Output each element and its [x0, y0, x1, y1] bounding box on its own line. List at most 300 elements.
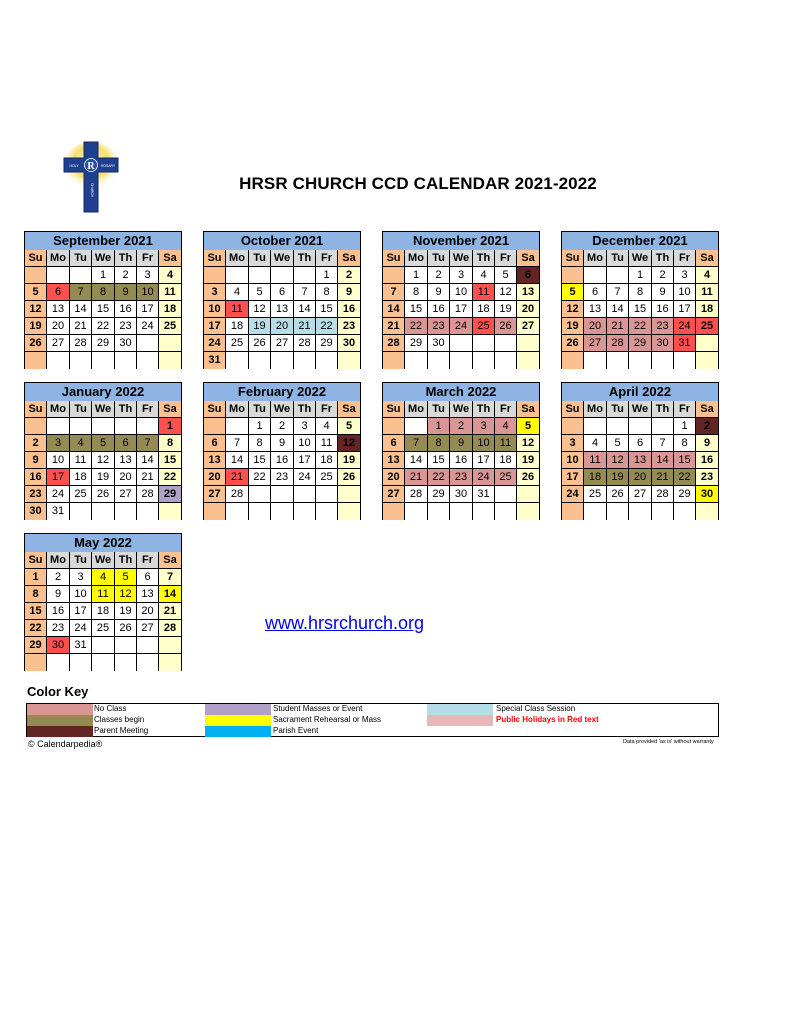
month-title: January 2022	[25, 383, 181, 402]
color-key-label: Sacrament Rehearsal or Mass	[273, 715, 382, 724]
day-cell-no-class: 20	[584, 318, 607, 335]
day-header: Tu	[70, 250, 92, 267]
day-cell-sacrament: 5	[517, 418, 539, 435]
day-header: Mo	[47, 401, 70, 418]
day-cell: 20	[383, 469, 405, 486]
day-cell: 19	[115, 603, 137, 620]
day-cell: 14	[226, 452, 249, 469]
day-header: Th	[115, 401, 137, 418]
day-cell: 18	[316, 452, 338, 469]
day-cell-holiday: 17	[47, 469, 70, 486]
day-cell: 16	[115, 301, 137, 318]
empty-cell	[159, 335, 181, 352]
empty-cell	[473, 503, 495, 520]
empty-cell	[652, 418, 674, 435]
day-cell: 23	[271, 469, 294, 486]
day-cell: 29	[316, 335, 338, 352]
day-cell: 8	[405, 284, 428, 301]
empty-cell	[607, 503, 629, 520]
day-cell: 8	[159, 435, 181, 452]
day-header: Tu	[428, 250, 450, 267]
empty-cell	[137, 503, 159, 520]
color-key-title: Color Key	[27, 684, 89, 699]
day-cell: 30	[115, 335, 137, 352]
day-cell-no-class: 25	[495, 469, 517, 486]
day-cell: 27	[204, 486, 226, 503]
empty-cell	[450, 503, 473, 520]
empty-cell	[629, 418, 652, 435]
day-header: Mo	[47, 250, 70, 267]
empty-cell	[25, 352, 47, 369]
day-cell: 4	[159, 267, 181, 284]
empty-cell	[70, 267, 92, 284]
day-header: Su	[204, 401, 226, 418]
day-header: Sa	[159, 401, 181, 418]
day-cell: 20	[137, 603, 159, 620]
day-cell: 12	[92, 452, 115, 469]
empty-cell	[473, 335, 495, 352]
day-cell-no-class: 14	[652, 452, 674, 469]
day-cell: 26	[607, 486, 629, 503]
day-cell: 13	[271, 301, 294, 318]
day-cell: 26	[338, 469, 360, 486]
logo-center-letter: R	[87, 161, 95, 172]
day-cell: 13	[137, 586, 159, 603]
day-cell: 7	[226, 435, 249, 452]
empty-cell	[47, 654, 70, 671]
empty-cell	[92, 418, 115, 435]
day-header: Su	[562, 401, 584, 418]
day-header: Th	[115, 250, 137, 267]
day-cell: 22	[92, 318, 115, 335]
day-cell: 24	[137, 318, 159, 335]
day-cell-classes-begin: 8	[92, 284, 115, 301]
empty-cell	[338, 486, 360, 503]
day-cell-no-class: 30	[652, 335, 674, 352]
day-cell: 31	[70, 637, 92, 654]
day-header: Tu	[70, 552, 92, 569]
day-cell-no-class: 22	[629, 318, 652, 335]
empty-cell	[316, 486, 338, 503]
empty-cell	[316, 503, 338, 520]
day-cell: 23	[696, 469, 718, 486]
month-calendar	[561, 382, 719, 520]
day-cell: 25	[584, 486, 607, 503]
day-cell-no-class: 23	[428, 318, 450, 335]
empty-cell	[383, 267, 405, 284]
day-cell: 16	[271, 452, 294, 469]
empty-cell	[495, 486, 517, 503]
day-cell: 30	[338, 335, 360, 352]
day-cell-no-class: 29	[629, 335, 652, 352]
day-header: We	[450, 250, 473, 267]
day-cell: 8	[674, 435, 696, 452]
day-header: Th	[294, 250, 316, 267]
day-cell-classes-begin: 18	[584, 469, 607, 486]
day-cell-sacrament: 11	[92, 586, 115, 603]
empty-cell	[271, 352, 294, 369]
day-cell: 26	[92, 486, 115, 503]
month-title: March 2022	[383, 383, 539, 402]
day-cell: 29	[25, 637, 47, 654]
day-cell: 16	[450, 452, 473, 469]
day-header: Mo	[405, 250, 428, 267]
day-cell-classes-begin: 7	[137, 435, 159, 452]
day-header: Mo	[226, 401, 249, 418]
day-cell-no-class: 12	[607, 452, 629, 469]
day-cell: 13	[383, 452, 405, 469]
day-header: We	[271, 250, 294, 267]
day-header: Sa	[696, 401, 718, 418]
empty-cell	[115, 654, 137, 671]
day-cell-no-class: 2	[450, 418, 473, 435]
day-cell-no-class: 28	[607, 335, 629, 352]
empty-cell	[338, 352, 360, 369]
day-cell: 19	[338, 452, 360, 469]
day-cell: 29	[674, 486, 696, 503]
day-cell: 14	[405, 452, 428, 469]
day-header: Sa	[696, 250, 718, 267]
day-header: Mo	[226, 250, 249, 267]
day-cell-no-class: 21	[405, 469, 428, 486]
day-header: Fr	[495, 250, 517, 267]
empty-cell	[316, 352, 338, 369]
empty-cell	[696, 335, 718, 352]
day-cell: 8	[316, 284, 338, 301]
color-swatch	[27, 726, 93, 737]
day-cell: 3	[674, 267, 696, 284]
day-cell: 26	[249, 335, 271, 352]
day-header: Su	[25, 401, 47, 418]
day-cell: 28	[652, 486, 674, 503]
cross-logo-icon	[62, 140, 120, 214]
empty-cell	[204, 503, 226, 520]
day-cell: 24	[294, 469, 316, 486]
color-swatch	[27, 704, 93, 715]
color-key-label: Classes begin	[94, 715, 145, 724]
day-cell-classes-begin: 10	[473, 435, 495, 452]
day-cell-holiday: 1	[159, 418, 181, 435]
day-cell-special-class: 19	[249, 318, 271, 335]
day-header: Fr	[316, 401, 338, 418]
day-cell: 5	[25, 284, 47, 301]
day-header: Fr	[316, 250, 338, 267]
day-cell: 6	[137, 569, 159, 586]
day-cell-classes-begin: 9	[115, 284, 137, 301]
empty-cell	[249, 267, 271, 284]
day-cell-classes-begin: 22	[674, 469, 696, 486]
day-cell: 25	[92, 620, 115, 637]
day-header: Sa	[338, 250, 360, 267]
day-cell: 10	[204, 301, 226, 318]
empty-cell	[159, 352, 181, 369]
day-cell: 27	[271, 335, 294, 352]
day-header: Fr	[137, 401, 159, 418]
day-cell-holiday: 30	[47, 637, 70, 654]
day-header: Tu	[428, 401, 450, 418]
day-cell: 15	[92, 301, 115, 318]
month-calendar	[561, 231, 719, 369]
day-cell: 21	[137, 469, 159, 486]
day-cell: 12	[495, 284, 517, 301]
day-cell: 18	[70, 469, 92, 486]
day-cell: 10	[294, 435, 316, 452]
empty-cell	[562, 418, 584, 435]
color-key-label: Student Masses or Event	[273, 704, 363, 713]
day-cell-classes-begin: 5	[92, 435, 115, 452]
day-cell: 14	[294, 301, 316, 318]
day-cell: 12	[249, 301, 271, 318]
day-cell: 12	[25, 301, 47, 318]
day-cell: 25	[159, 318, 181, 335]
day-cell: 9	[696, 435, 718, 452]
day-header: Tu	[607, 401, 629, 418]
day-cell: 8	[249, 435, 271, 452]
day-cell: 20	[204, 469, 226, 486]
month-calendar	[24, 533, 182, 671]
day-cell: 13	[204, 452, 226, 469]
day-cell: 18	[495, 452, 517, 469]
color-key-label: Public Holidays in Red text	[496, 715, 599, 724]
day-cell: 7	[294, 284, 316, 301]
empty-cell	[159, 654, 181, 671]
day-cell-special-class: 20	[271, 318, 294, 335]
day-cell: 1	[629, 267, 652, 284]
day-cell: 5	[495, 267, 517, 284]
day-cell: 11	[696, 284, 718, 301]
empty-cell	[294, 503, 316, 520]
day-cell: 4	[226, 284, 249, 301]
empty-cell	[115, 418, 137, 435]
day-cell: 13	[517, 284, 539, 301]
empty-cell	[92, 352, 115, 369]
day-cell: 6	[629, 435, 652, 452]
day-cell: 3	[562, 435, 584, 452]
empty-cell	[495, 352, 517, 369]
empty-cell	[47, 352, 70, 369]
website-link[interactable]: www.hrsrchurch.org	[265, 613, 425, 633]
day-cell: 31	[204, 352, 226, 369]
empty-cell	[226, 418, 249, 435]
day-cell: 24	[204, 335, 226, 352]
day-cell: 8	[25, 586, 47, 603]
day-cell-no-class: 26	[495, 318, 517, 335]
day-cell: 10	[674, 284, 696, 301]
empty-cell	[495, 503, 517, 520]
color-key-label: Parent Meeting	[94, 726, 149, 735]
color-key-label: Parish Event	[273, 726, 319, 735]
day-header: Su	[383, 250, 405, 267]
empty-cell	[92, 637, 115, 654]
month-calendar	[382, 382, 540, 520]
day-cell: 15	[159, 452, 181, 469]
day-cell: 28	[294, 335, 316, 352]
day-cell: 16	[47, 603, 70, 620]
day-header: We	[92, 401, 115, 418]
day-cell: 4	[316, 418, 338, 435]
day-header: We	[92, 552, 115, 569]
empty-cell	[249, 352, 271, 369]
day-cell: 21	[70, 318, 92, 335]
empty-cell	[92, 654, 115, 671]
day-cell: 15	[249, 452, 271, 469]
day-cell: 17	[70, 603, 92, 620]
empty-cell	[562, 352, 584, 369]
day-cell: 7	[652, 435, 674, 452]
day-header: Mo	[584, 401, 607, 418]
day-cell: 27	[383, 486, 405, 503]
day-header: Su	[25, 250, 47, 267]
church-logo	[62, 140, 120, 214]
empty-cell	[294, 267, 316, 284]
day-cell: 19	[92, 469, 115, 486]
day-cell-holiday: 21	[226, 469, 249, 486]
day-cell: 20	[47, 318, 70, 335]
empty-cell	[584, 352, 607, 369]
day-cell: 29	[92, 335, 115, 352]
empty-cell	[405, 352, 428, 369]
day-cell-no-class: 1	[428, 418, 450, 435]
day-cell: 16	[25, 469, 47, 486]
day-cell: 7	[607, 284, 629, 301]
day-cell-sacrament: 5	[115, 569, 137, 586]
empty-cell	[696, 503, 718, 520]
day-header: Tu	[249, 401, 271, 418]
day-cell-classes-begin: 10	[137, 284, 159, 301]
empty-cell	[271, 486, 294, 503]
day-cell: 13	[584, 301, 607, 318]
empty-cell	[47, 418, 70, 435]
day-cell: 18	[473, 301, 495, 318]
empty-cell	[450, 352, 473, 369]
copyright-text: © Calendarpedia®	[28, 739, 103, 749]
empty-cell	[70, 418, 92, 435]
day-cell-holiday: 11	[226, 301, 249, 318]
page-title: HRSR CHURCH CCD CALENDAR 2021-2022	[239, 174, 597, 193]
day-cell: 12	[517, 435, 539, 452]
month-title: September 2021	[25, 232, 181, 251]
empty-cell	[383, 352, 405, 369]
day-cell: 27	[115, 486, 137, 503]
month-title: February 2022	[204, 383, 360, 402]
day-cell: 19	[495, 301, 517, 318]
day-header: Sa	[517, 401, 539, 418]
day-cell-classes-begin: 21	[652, 469, 674, 486]
month-calendar	[24, 382, 182, 520]
day-header: We	[92, 250, 115, 267]
day-cell: 27	[137, 620, 159, 637]
day-header: Sa	[159, 250, 181, 267]
day-cell: 16	[338, 301, 360, 318]
day-cell: 11	[70, 452, 92, 469]
empty-cell	[405, 503, 428, 520]
day-cell: 14	[607, 301, 629, 318]
color-key-label: No Class	[94, 704, 127, 713]
day-cell: 6	[271, 284, 294, 301]
day-cell: 24	[70, 620, 92, 637]
day-cell: 21	[159, 603, 181, 620]
empty-cell	[294, 486, 316, 503]
day-cell: 7	[159, 569, 181, 586]
day-cell: 11	[316, 435, 338, 452]
day-cell: 1	[316, 267, 338, 284]
color-swatch	[205, 726, 271, 737]
day-cell: 28	[70, 335, 92, 352]
empty-cell	[652, 503, 674, 520]
day-cell: 14	[137, 452, 159, 469]
day-cell-holiday: 31	[674, 335, 696, 352]
day-cell-parent-meeting: 2	[696, 418, 718, 435]
day-cell: 13	[115, 452, 137, 469]
empty-cell	[115, 503, 137, 520]
day-cell: 3	[294, 418, 316, 435]
empty-cell	[115, 637, 137, 654]
empty-cell	[137, 637, 159, 654]
empty-cell	[495, 335, 517, 352]
empty-cell	[450, 335, 473, 352]
day-cell: 26	[562, 335, 584, 352]
day-cell-sacrament: 12	[115, 586, 137, 603]
empty-cell	[584, 503, 607, 520]
day-cell: 20	[517, 301, 539, 318]
day-cell-classes-begin: 8	[428, 435, 450, 452]
day-cell-no-class: 23	[450, 469, 473, 486]
day-cell: 6	[584, 284, 607, 301]
day-cell-classes-begin: 7	[70, 284, 92, 301]
day-cell-no-class: 24	[450, 318, 473, 335]
day-cell: 6	[383, 435, 405, 452]
empty-cell	[607, 418, 629, 435]
empty-cell	[204, 418, 226, 435]
day-cell: 2	[428, 267, 450, 284]
day-cell-holiday: 11	[473, 284, 495, 301]
day-cell: 17	[674, 301, 696, 318]
day-cell-parent-meeting: 6	[517, 267, 539, 284]
empty-cell	[137, 335, 159, 352]
empty-cell	[629, 503, 652, 520]
day-cell: 18	[696, 301, 718, 318]
day-cell-parent-meeting: 12	[338, 435, 360, 452]
day-cell: 25	[226, 335, 249, 352]
day-cell-no-class: 15	[674, 452, 696, 469]
day-cell: 8	[629, 284, 652, 301]
day-cell-special-class: 22	[316, 318, 338, 335]
day-cell: 10	[562, 452, 584, 469]
empty-cell	[294, 352, 316, 369]
day-cell-classes-begin: 7	[405, 435, 428, 452]
day-cell: 2	[25, 435, 47, 452]
day-cell-no-class: 27	[584, 335, 607, 352]
day-header: Fr	[495, 401, 517, 418]
empty-cell	[517, 352, 539, 369]
day-cell: 22	[25, 620, 47, 637]
day-cell: 7	[383, 284, 405, 301]
day-cell: 1	[405, 267, 428, 284]
day-cell-classes-begin: 3	[47, 435, 70, 452]
color-swatch	[427, 715, 493, 726]
day-cell-classes-begin: 11	[495, 435, 517, 452]
day-cell: 29	[428, 486, 450, 503]
empty-cell	[674, 352, 696, 369]
day-cell-sacrament: 14	[159, 586, 181, 603]
day-cell: 27	[517, 318, 539, 335]
empty-cell	[674, 503, 696, 520]
day-cell-holiday: 25	[696, 318, 718, 335]
empty-cell	[159, 637, 181, 654]
day-cell: 22	[159, 469, 181, 486]
empty-cell	[226, 267, 249, 284]
empty-cell	[652, 352, 674, 369]
